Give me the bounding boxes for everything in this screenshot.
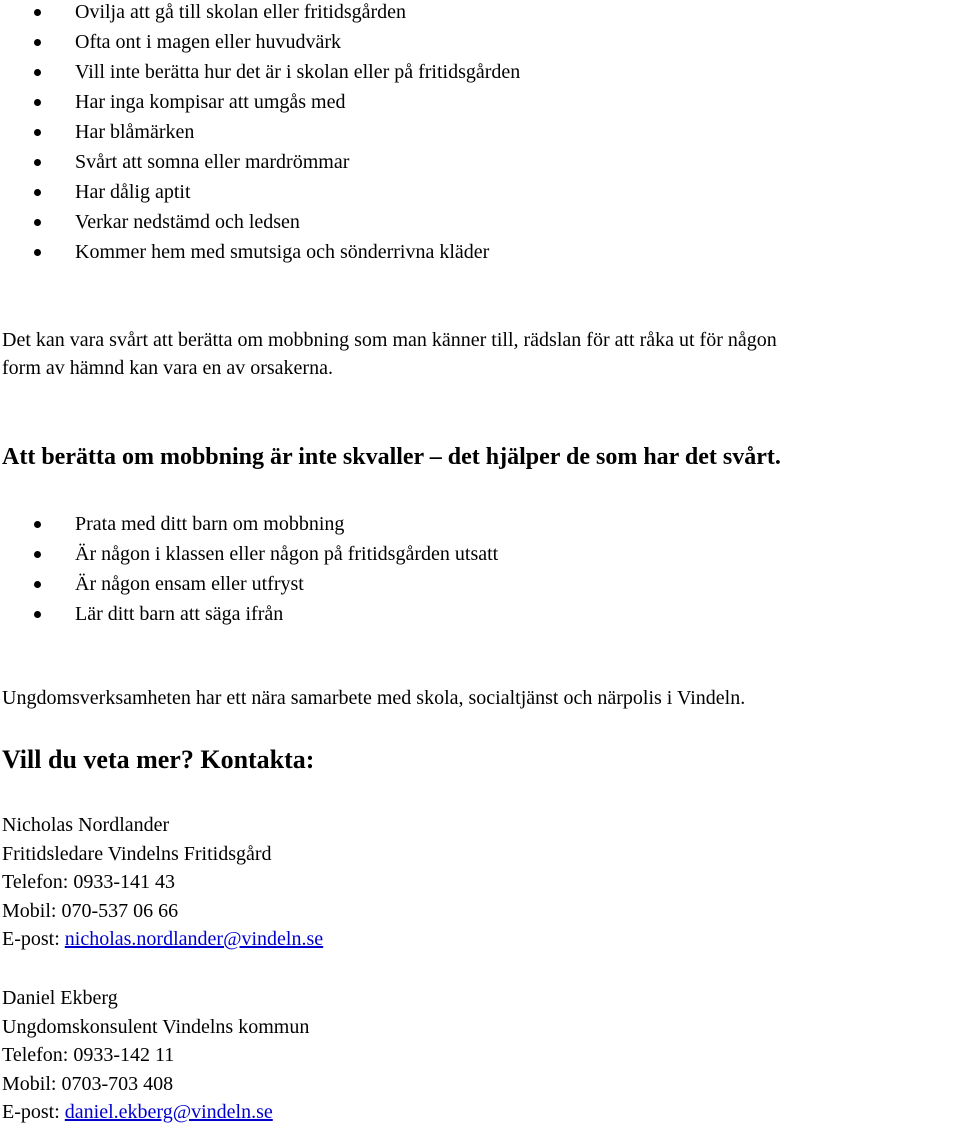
bullet-icon	[34, 129, 41, 136]
email-link[interactable]: nicholas.nordlander@vindeln.se	[64, 928, 324, 950]
list-item: Har dålig aptit	[0, 177, 960, 207]
warning-signs-list	[0, 0, 960, 267]
contact-phone: Telefon: 0933-142 11	[2, 1044, 175, 1066]
contact-name: Daniel Ekberg	[2, 987, 118, 1009]
advice-list	[0, 509, 960, 629]
list-item: Verkar nedstämd och ledsen	[0, 207, 960, 237]
list-item: Ovilja att gå till skolan eller fritidsgården	[0, 0, 960, 27]
list-item: Är någon ensam eller utfryst	[0, 569, 960, 599]
list-item: Svårt att somna eller mardrömmar	[0, 147, 960, 177]
contact-email-row	[2, 1098, 309, 1127]
collaboration-paragraph: Ungdomsverksamheten har ett nära samarbete med skola, socialtjänst och närpolis i Vindeln.	[2, 687, 746, 709]
bullet-icon	[34, 551, 41, 558]
list-item: Kommer hem med smutsiga och sönderrivna kläder	[0, 237, 960, 267]
email-link[interactable]: daniel.ekberg@vindeln.se	[64, 1101, 273, 1123]
contact-card	[2, 811, 323, 954]
list-item: Är någon i klassen eller någon på fritidsgården utsatt	[0, 539, 960, 569]
list-item: Vill inte berätta hur det är i skolan eller på fritidsgården	[0, 57, 960, 87]
contact-phone: Telefon: 0933-141 43	[2, 871, 176, 893]
contact-mobile: Mobil: 0703-703 408	[2, 1072, 174, 1095]
email-label: E-post:	[2, 928, 65, 950]
bullet-icon	[34, 611, 41, 618]
intro-paragraph	[2, 326, 777, 382]
bullet-icon	[34, 249, 41, 256]
list-item: Ofta ont i magen eller huvudvärk	[0, 27, 960, 57]
paragraph-line: form av hämnd kan vara en av orsakerna.	[2, 357, 333, 379]
bullet-icon	[34, 159, 41, 166]
contact-email-row	[2, 925, 323, 954]
email-label: E-post:	[2, 1101, 65, 1123]
bullet-icon	[34, 581, 41, 588]
contact-mobile: Mobil: 070-537 06 66	[2, 899, 179, 922]
bullet-icon	[34, 521, 41, 528]
section-heading: Att berätta om mobbning är inte skvaller – det hjälper de som har det svårt.	[2, 444, 781, 470]
paragraph-line: Det kan vara svårt att berätta om mobbning som man känner till, rädslan för att råka ut för någon	[2, 329, 777, 351]
bullet-icon	[34, 189, 41, 196]
contact-card	[2, 984, 309, 1127]
contact-heading: Vill du veta mer? Kontakta:	[2, 745, 315, 774]
bullet-icon	[34, 69, 41, 76]
bullet-icon	[34, 219, 41, 226]
bullet-icon	[34, 99, 41, 106]
list-item: Prata med ditt barn om mobbning	[0, 509, 960, 539]
contact-title: Fritidsledare Vindelns Fritidsgård	[2, 842, 272, 865]
list-item: Lär ditt barn att säga ifrån	[0, 599, 960, 629]
contact-title: Ungdomskonsulent Vindelns kommun	[2, 1015, 310, 1038]
bullet-icon	[34, 9, 41, 16]
list-item: Har blåmärken	[0, 117, 960, 147]
list-item: Har inga kompisar att umgås med	[0, 87, 960, 117]
bullet-icon	[34, 39, 41, 46]
contact-name: Nicholas Nordlander	[2, 814, 170, 836]
